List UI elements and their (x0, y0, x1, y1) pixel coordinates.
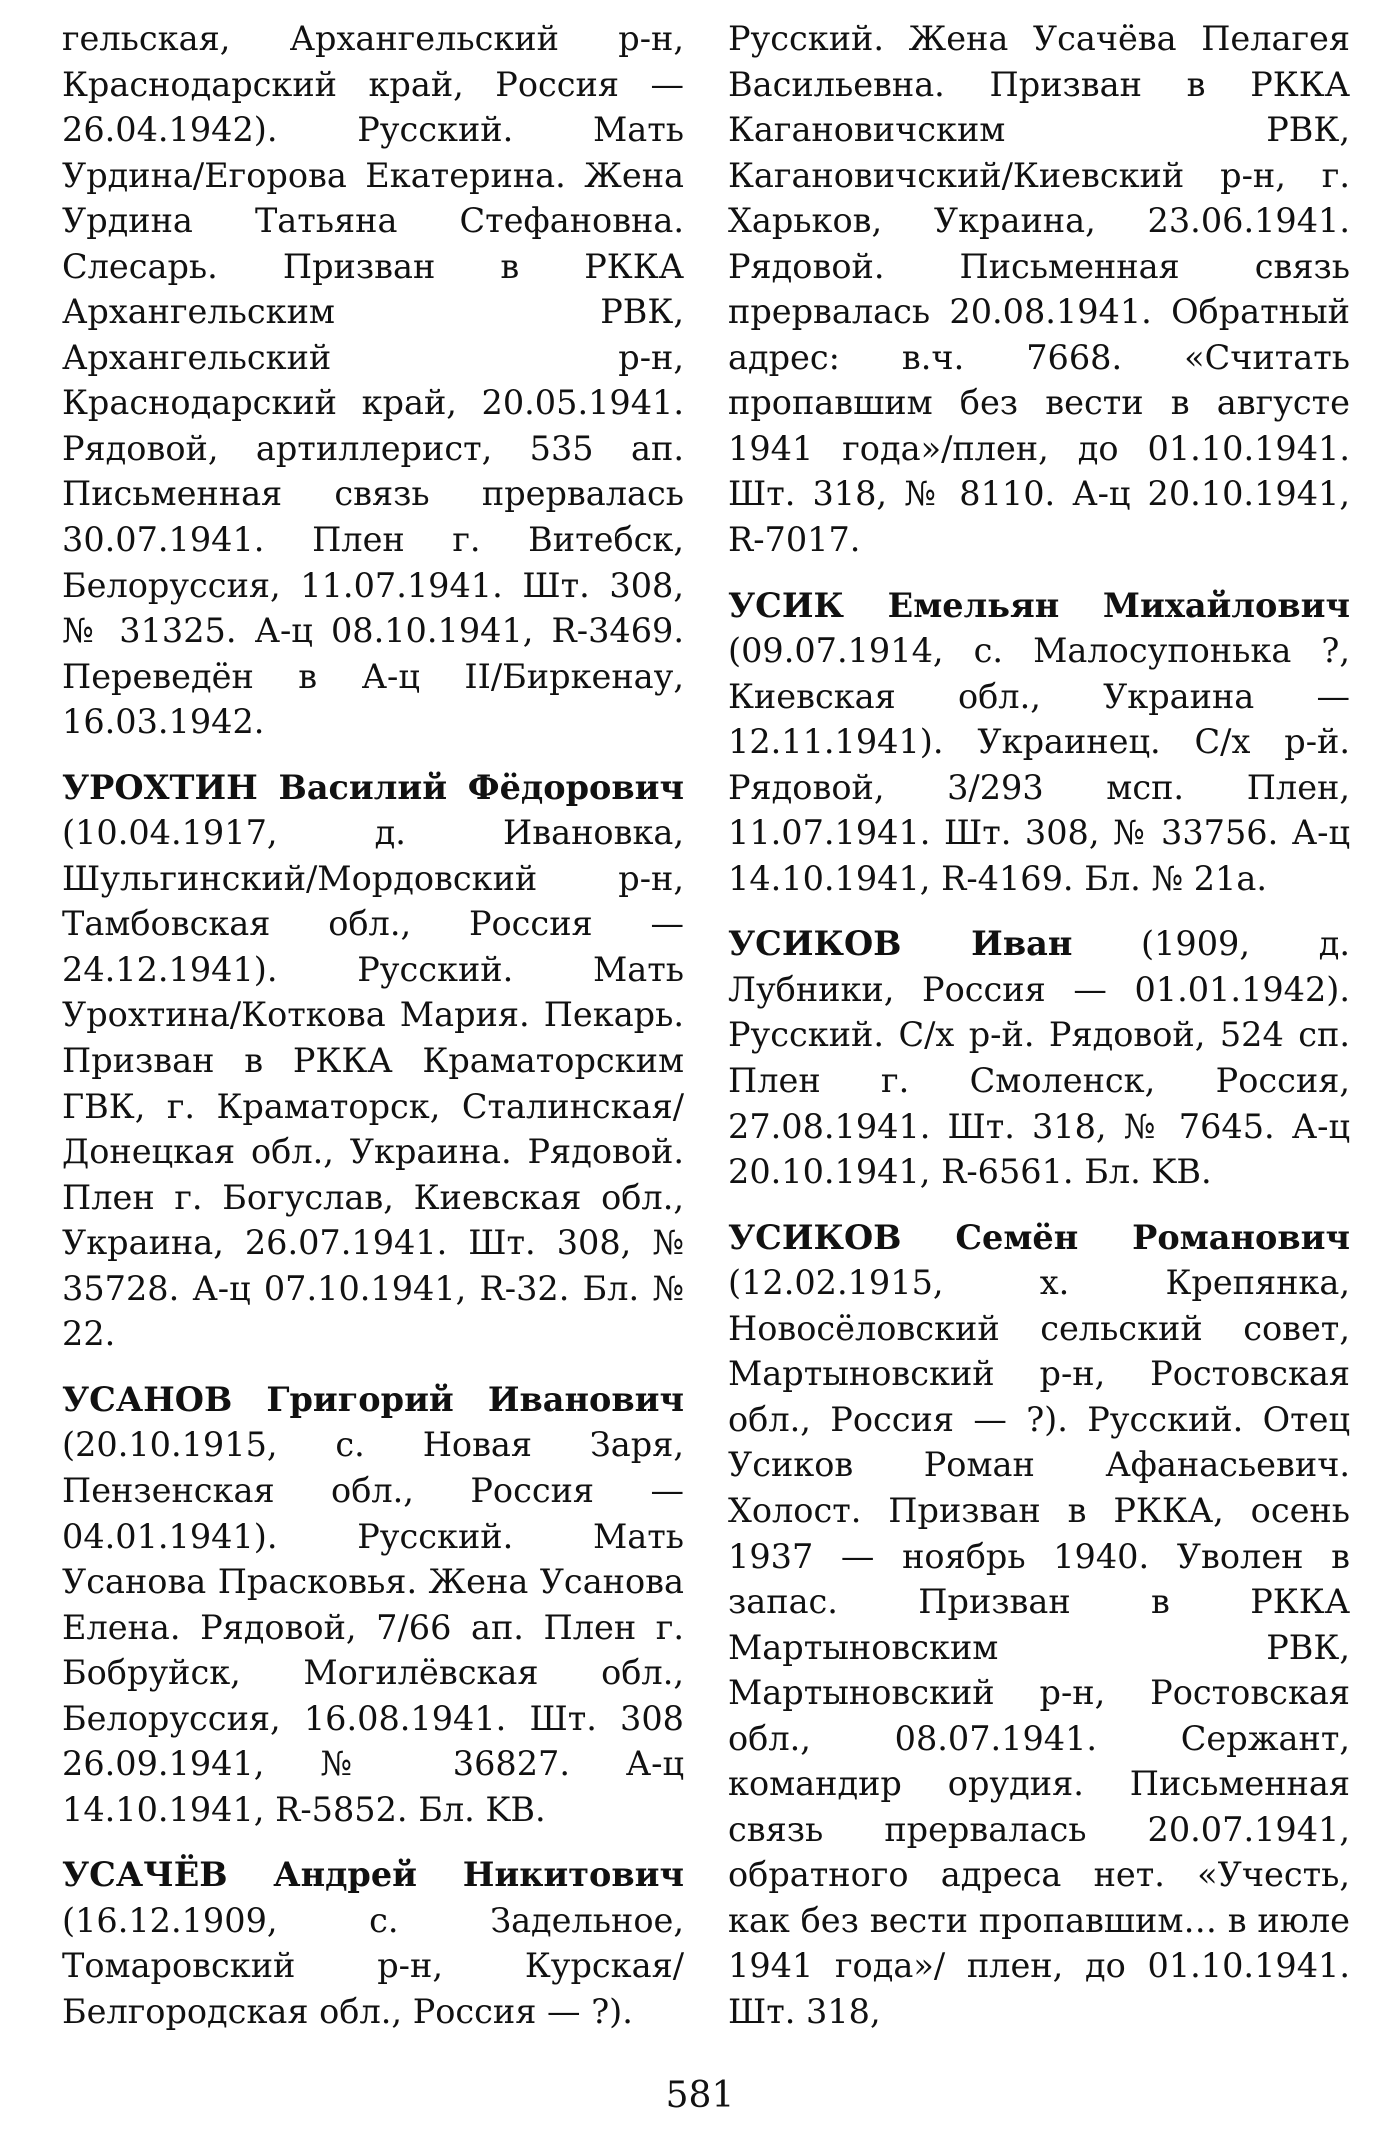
entry-usikov-semen (728, 1215, 1350, 2035)
entry-text: (20.10.1915, с. Новая Заря, Пензенская обл., Россия — 04.01.1941). Русский. Мать Усанова Прасковья. Жена Усанова Елена. Рядовой, 7/66 ап. Плен г. Бобруйск, Могилёвская обл., Белоруссия, 16.08.1941. Шт. 308 26.09.1941, № 36827. А-ц 14.10.1941, R-5852. Бл. KB. (62, 1425, 684, 1829)
entry-continuation (728, 16, 1350, 563)
entry-continuation (62, 16, 684, 745)
entry-urokhtin (62, 765, 684, 1357)
entry-name: УСАЧЁВ Андрей Никитович (62, 1855, 684, 1895)
entry-text: (10.04.1917, д. Ивановка, Шульгинский/Мордовский р-н, Тамбовская обл., Россия — 24.12.1941). Русский. Мать Урохтина/Коткова Мария. Пекарь. Призван в РККА Краматорским ГВК, г. Краматорск, Сталинская/Донецкая обл., Украина. Рядовой. Плен г. Богуслав, Киевская обл., Украина, 26.07.1941. Шт. 308, № 35728. А-ц 07.10.1941, R-32. Бл. № 22. (62, 813, 684, 1354)
entry-usanov (62, 1377, 684, 1832)
entry-text: гельская, Архангельский р-н, Краснодарский край, Россия — 26.04.1942). Русский. Мать Урдина/Егорова Екатерина. Жена Урдина Татьяна Стефановна. Слесарь. Призван в РККА Архангельским РВК, Архангельский р-н, Краснодарский край, 20.05.1941. Рядовой, артиллерист, 535 ап. Письменная связь прервалась 30.07.1941. Плен г. Витебск, Белоруссия, 11.07.1941. Шт. 308, № 31325. А-ц 08.10.1941, R-3469. Переведён в А-ц II/Биркенау, 16.03.1942. (62, 19, 684, 742)
entry-name: УРОХТИН Василий Фёдорович (62, 767, 684, 807)
entry-text: Русский. Жена Усачёва Пелагея Васильевна. Призван в РККА Кагановичским РВК, Кагановичский/Киевский р-н, г. Харьков, Украина, 23.06.1941. Рядовой. Письменная связь прервалась 20.08.1941. Обратный адрес: в.ч. 7668. «Считать пропавшим без вести в августе 1941 года»/плен, до 01.10.1941. Шт. 318, № 8110. А-ц 20.10.1941, R-7017. (728, 19, 1350, 560)
entry-text: (09.07.1914, с. Малосупонька ?, Киевская обл., Украина — 12.11.1941). Украинец. С/х р-й. Рядовой, 3/293 мсп. Плен, 11.07.1941. Шт. 308, № 33756. А-ц 14.10.1941, R-4169. Бл. № 21а. (728, 631, 1350, 898)
entry-usachev (62, 1852, 684, 2034)
entry-name: УСИК Емельян Михайлович (728, 585, 1350, 625)
entry-text: (16.12.1909, с. Задельное, Томаровский р-н, Курская/ Белгородская обл., Россия — ?). (62, 1900, 684, 2031)
entry-name: УСИКОВ Семён Романович (728, 1217, 1350, 1257)
entry-text: (1909, д. Лубники, Россия — 01.01.1942). Русский. С/х р-й. Рядовой, 524 сп. Плен г. Смоленск, Россия, 27.08.1941. Шт. 318, № 7645. А-ц 20.10.1941, R-6561. Бл. KB. (728, 924, 1350, 1192)
entry-name: УСИКОВ Иван (728, 924, 1073, 964)
entry-name: УСАНОВ Григорий Иванович (62, 1379, 684, 1419)
right-column (728, 16, 1350, 2055)
entry-text: (12.02.1915, х. Крепянка, Новосёловский сельский совет, Мартыновский р-н, Ростовская обл., Россия — ?). Русский. Отец Усиков Роман Афанасьевич. Холост. Призван в РККА, осень 1937 — ноябрь 1940. Уволен в запас. Призван в РККА Мартыновским РВК, Мартыновский р-н, Ростовская обл., 08.07.1941. Сержант, командир орудия. Письменная связь прервалась 20.07.1941, обратного адреса нет. «Учесть, как без вести пропавшим… в июле 1941 года»/ плен, до 01.10.1941. Шт. 318, (728, 1263, 1350, 2031)
entry-usik (728, 583, 1350, 902)
entry-usikov-ivan (728, 921, 1350, 1194)
page-number: 581 (665, 2075, 735, 2116)
left-column (62, 16, 684, 2055)
